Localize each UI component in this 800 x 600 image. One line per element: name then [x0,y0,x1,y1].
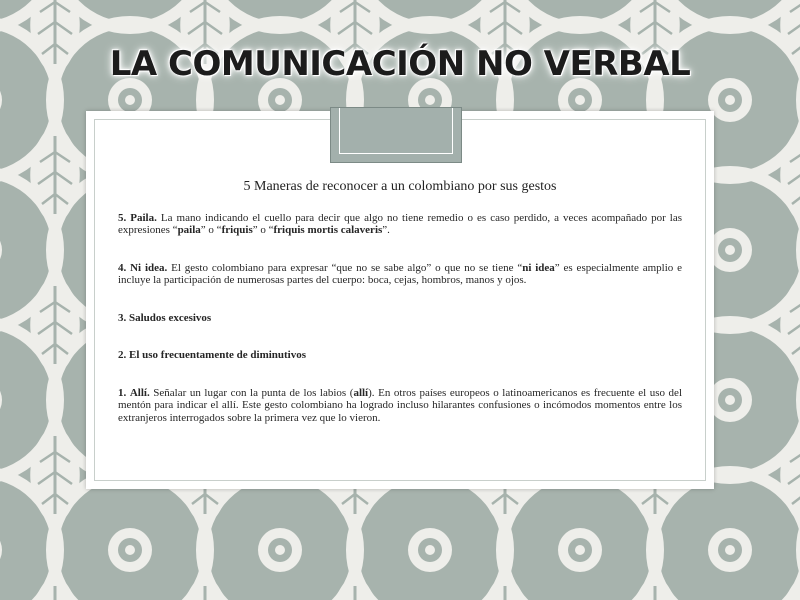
item-text: ” o “ [200,224,222,236]
item-number: 2. [118,349,127,361]
list-item-ni-idea [118,262,682,287]
item-emphasis: paila [177,224,201,236]
item-number: 3. [118,311,127,324]
item-text: ” o “ [252,224,274,236]
card-tab-decoration [330,107,462,163]
item-name: El uso frecuentamente de diminutivos [129,349,307,361]
item-text: Señalar un lugar con la punta de los labios ( [149,386,354,399]
item-text: La mano indicando el cuello para decir que algo no tiene remedio o es caso perdido, a veces acompañado por las expresiones “ [118,211,682,236]
list-item-saludos [118,312,682,325]
item-number: 4. [118,261,127,274]
card-heading: 5 Maneras de reconocer a un colombiano por sus gestos [243,179,557,194]
item-emphasis: allí [353,386,369,399]
item-number: 5. [118,211,127,224]
item-emphasis: friquis [221,224,253,236]
item-name: Allí. [129,386,150,399]
list-item-alli [118,387,682,425]
item-name: Ni idea. [130,261,168,274]
item-text: ” es especialmente amplio e incluye la participación de numerosas partes del cuerpo: boca, cejas, hombros, manos y ojos. [118,261,683,286]
slide-title: LA COMUNICACIÓN NO VERBAL [109,44,691,84]
item-name: Paila. [130,211,157,224]
item-text: El gesto colombiano para expresar “que no se sabe algo” o que no se tiene “ [167,261,523,274]
item-name: Saludos excesivos [129,311,212,324]
item-text: ”. [382,224,390,236]
list-item-paila [118,212,682,237]
list-item-diminutivos [118,349,682,362]
card-content [118,181,682,424]
item-number: 1. [118,386,127,399]
item-text: ). En otros países europeos o latinoamericanos es frecuente el uso del mentón para indicar el allí. Este gesto colombiano ha logrado incluso hilarantes confusiones o incómodos momentos entre los extranjeros interrogados sobre la primera vez que lo vieron. [118,386,682,424]
item-emphasis: ni idea [522,261,555,274]
card-tab-inner [339,108,453,154]
item-emphasis: friquis mortis calaveris [273,224,383,236]
content-card [86,111,714,489]
